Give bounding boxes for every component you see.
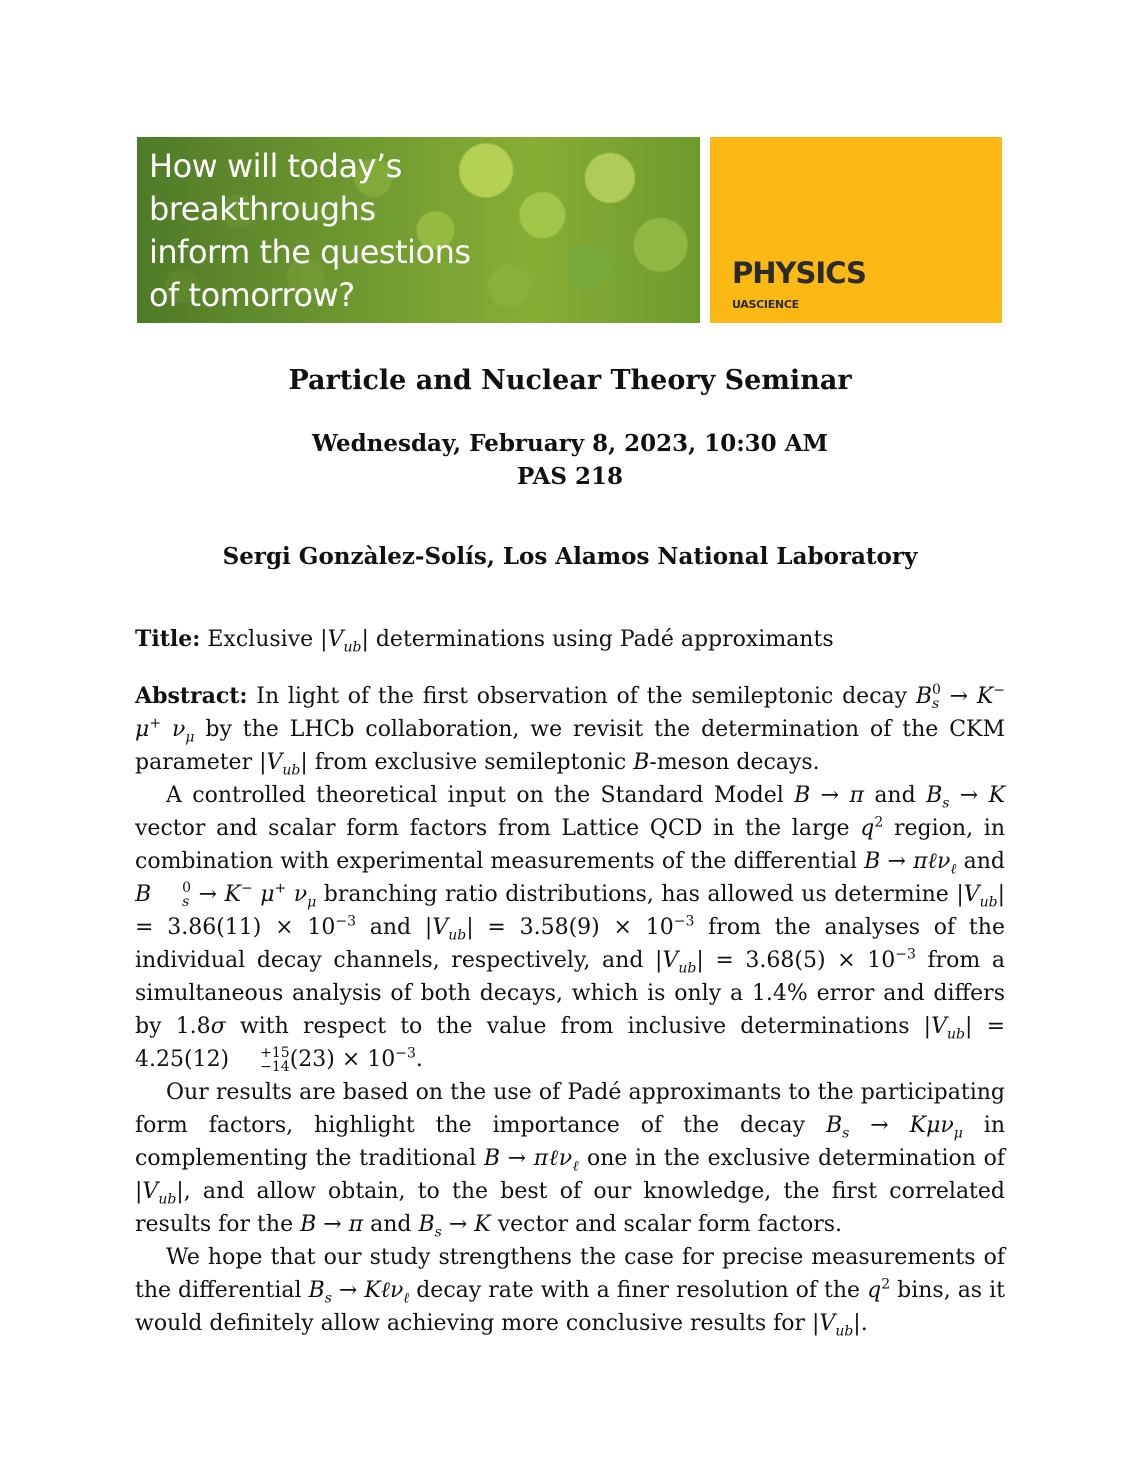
seminar-heading: Particle and Nuclear Theory Seminar <box>288 365 852 396</box>
title-label: Title: <box>135 626 201 652</box>
seminar-datetime: Wednesday, February 8, 2023, 10:30 AM <box>311 430 829 457</box>
abstract-paragraph: A controlled theoretical input on the Standard Model B → π and $B_s \to K$ vector and scalar form factors from Lattice QCD in the large $q^2$ region, in combination with experimental measurements of the differential B → πℓν$_\ell$ and B 0 s → K− μ+ $\nu_\mu$ branching ratio distributions, has allowed us determine $|V_{ub}| = 3.86(11) \times 10^{-3}$ and $|V_{ub}| = 3.58(9) \times 10^{-3}$ from the analyses of the individual decay channels, respectively, and $|V_{ub}| = 3.68(5) \times 10^{-3}$ from a simultaneous analysis of both decays, which is only a 1.4% error and differs by 1.8σ with respect to the value from inclusive determinations $|V_{ub}| = 4.25(12)$ +15 −14 $(23) \times 10^{-3}$. <box>135 783 1006 1075</box>
banner-tagline <box>149 145 471 317</box>
banner-tagline-line: of tomorrow? <box>149 276 355 314</box>
physics-logo-panel <box>710 137 1002 323</box>
physics-logo-text: PHYSICS <box>732 256 866 290</box>
abstract-paragraph: We hope that our study strengthens the case for precise measurements of the differential $B_s$ → Kℓν$_\ell$ decay rate with a finer resolution of the $q^2$ bins, as it would definitely allow achieving more conclusive results for $|V_{ub}|$. <box>135 1245 1005 1340</box>
abstract-paragraph-text: In light of the first observation of the semileptonic decay B 0 s → K− μ+ $\nu_\mu$ by the LHCb collaboration, we revisit the determination of the CKM parameter $|V_{ub}|$ from exclusive semileptonic B-meson decays. <box>135 682 1005 779</box>
banner-image <box>137 137 700 323</box>
talk-title: Exclusive $|V_{ub}|$ determinations using Padé approximants <box>207 627 834 656</box>
speaker-line: Sergi Gonzàlez-Solís, Los Alamos National Laboratory <box>222 543 918 570</box>
abstract-paragraph <box>135 680 1005 779</box>
banner-tagline-line: How will today’s <box>149 147 402 185</box>
banner-tagline-line: breakthroughs <box>149 190 376 228</box>
talk-title-line <box>135 623 1005 656</box>
abstract-paragraph: Our results are based on the use of Padé approximants to the participating form factors, highlight the importance of the decay $B_s \to K\mu\nu_\mu$ in complementing the traditional B → πℓν$_\ell$ one in the exclusive determination of $|V_{ub}|$, and allow obtain, to the best of our knowledge, the first correlated results for the B → π and $B_s \to K$ vector and scalar form factors. <box>135 1080 1005 1241</box>
abstract-label: Abstract: <box>135 683 248 709</box>
uascience-logo-text: UASCIENCE <box>732 298 799 311</box>
abstract <box>135 680 1005 1340</box>
banner-tagline-line: inform the questions <box>149 233 471 271</box>
seminar-room: PAS 218 <box>516 463 624 490</box>
